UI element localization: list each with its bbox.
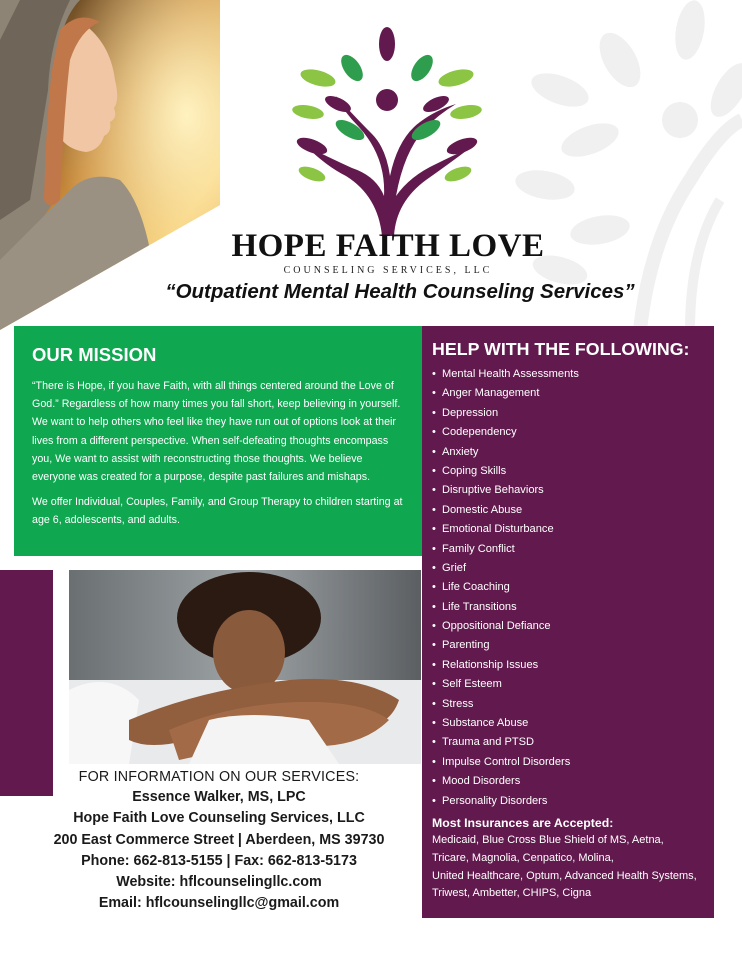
bullet-icon: •	[432, 639, 436, 652]
company-name: Hope Faith Love Counseling Services, LLC	[73, 810, 365, 827]
bullet-icon: •	[432, 561, 436, 574]
list-item: • Mood Disorders	[432, 772, 704, 791]
bullet-icon: •	[432, 717, 436, 730]
woman-photo-sad	[69, 570, 421, 764]
list-item: • Impulse Control Disorders	[432, 753, 704, 772]
help-list	[432, 365, 704, 811]
insurance-line: Tricare, Magnolia, Cenpatico, Molina,	[432, 851, 614, 864]
mission-section	[14, 326, 424, 556]
bullet-icon: •	[432, 464, 436, 477]
bullet-icon: •	[432, 484, 436, 497]
bullet-icon: •	[432, 503, 436, 516]
mission-paragraph-2: We offer Individual, Couples, Family, and Group Therapy to children starting at age 6, adolescents, and adults.	[32, 496, 403, 527]
decorative-purple-bar	[0, 570, 53, 796]
bullet-icon: •	[432, 426, 436, 439]
contact-info-section	[14, 768, 424, 915]
bullet-icon: •	[432, 368, 436, 380]
bullet-icon: •	[432, 658, 436, 671]
insurance-line: United Healthcare, Optum, Advanced Health Systems,	[432, 869, 697, 882]
list-item: • Anxiety	[432, 443, 704, 462]
list-item: • Relationship Issues	[432, 656, 704, 675]
list-item: • Anger Management	[432, 384, 704, 403]
list-item: • Oppositional Defiance	[432, 617, 704, 636]
list-item: • Trauma and PTSD	[432, 733, 704, 752]
phone-fax: Phone: 662-813-5155 | Fax: 662-813-5173	[81, 852, 357, 869]
insurance-list	[432, 832, 704, 903]
list-item: • Disruptive Behaviors	[432, 481, 704, 500]
website-link[interactable]: Website: hflcounselingllc.com	[116, 874, 322, 891]
list-item: • Depression	[432, 404, 704, 423]
bullet-icon: •	[432, 445, 436, 458]
contact-name: Essence Walker, MS, LPC	[132, 789, 306, 805]
brand-name: HOPE FAITH LOVE	[231, 228, 545, 264]
bullet-icon: •	[432, 542, 436, 555]
help-heading: HELP WITH THE FOLLOWING:	[432, 339, 690, 359]
insurance-heading: Most Insurances are Accepted:	[432, 815, 614, 830]
list-item: • Domestic Abuse	[432, 501, 704, 520]
email-link[interactable]: Email: hflcounselingllc@gmail.com	[98, 895, 340, 912]
list-item: • Codependency	[432, 423, 704, 442]
bullet-icon: •	[432, 620, 436, 633]
logo-tree-icon	[286, 26, 486, 238]
bullet-icon: •	[432, 794, 436, 807]
bullet-icon: •	[432, 755, 436, 768]
brand-subtitle: COUNSELING SERVICES, LLC	[283, 265, 493, 276]
list-item: • Emotional Disturbance	[432, 520, 704, 539]
list-item: • Parenting	[432, 636, 704, 655]
address: 200 East Commerce Street | Aberdeen, MS 39730	[53, 831, 385, 848]
tagline: “Outpatient Mental Health Counseling Services”	[165, 280, 635, 303]
list-item: • Grief	[432, 559, 704, 578]
list-item: • Substance Abuse	[432, 714, 704, 733]
bullet-icon: •	[432, 406, 436, 419]
bullet-icon: •	[432, 581, 436, 594]
mission-paragraph-1: “There is Hope, if you have Faith, with all things centered around the Love of God.” Regardless of how many times you fall short, keep believing in yourself. We want to help others who feel like they have run out of options look at their lives from a different perspective. When self-defeating thoughts encompass you, We want to assist with reconstructing those thoughts. We believe everyone was created for a purpose, despite past failures and mishaps.	[32, 380, 401, 484]
bullet-icon: •	[432, 697, 436, 710]
list-item: • Coping Skills	[432, 462, 704, 481]
info-heading: FOR INFORMATION ON OUR SERVICES:	[78, 769, 360, 785]
bullet-icon: •	[432, 678, 436, 691]
list-item: • Life Transitions	[432, 598, 704, 617]
help-section	[422, 326, 714, 918]
insurance-line: Medicaid, Blue Cross Blue Shield of MS, Aetna,	[432, 833, 664, 846]
bullet-icon: •	[432, 523, 436, 536]
list-item: • Family Conflict	[432, 540, 704, 559]
insurance-line: Triwest, Ambetter, CHIPS, Cigna	[432, 887, 592, 900]
bullet-icon: •	[432, 775, 436, 788]
list-item: • Mental Health Assessments	[432, 365, 704, 384]
bullet-icon: •	[432, 387, 436, 400]
list-item: • Personality Disorders	[432, 792, 704, 811]
list-item: • Self Esteem	[432, 675, 704, 694]
bullet-icon: •	[432, 736, 436, 749]
bullet-icon: •	[432, 600, 436, 613]
mission-heading: OUR MISSION	[32, 344, 157, 365]
list-item: • Life Coaching	[432, 578, 704, 597]
list-item: • Stress	[432, 695, 704, 714]
